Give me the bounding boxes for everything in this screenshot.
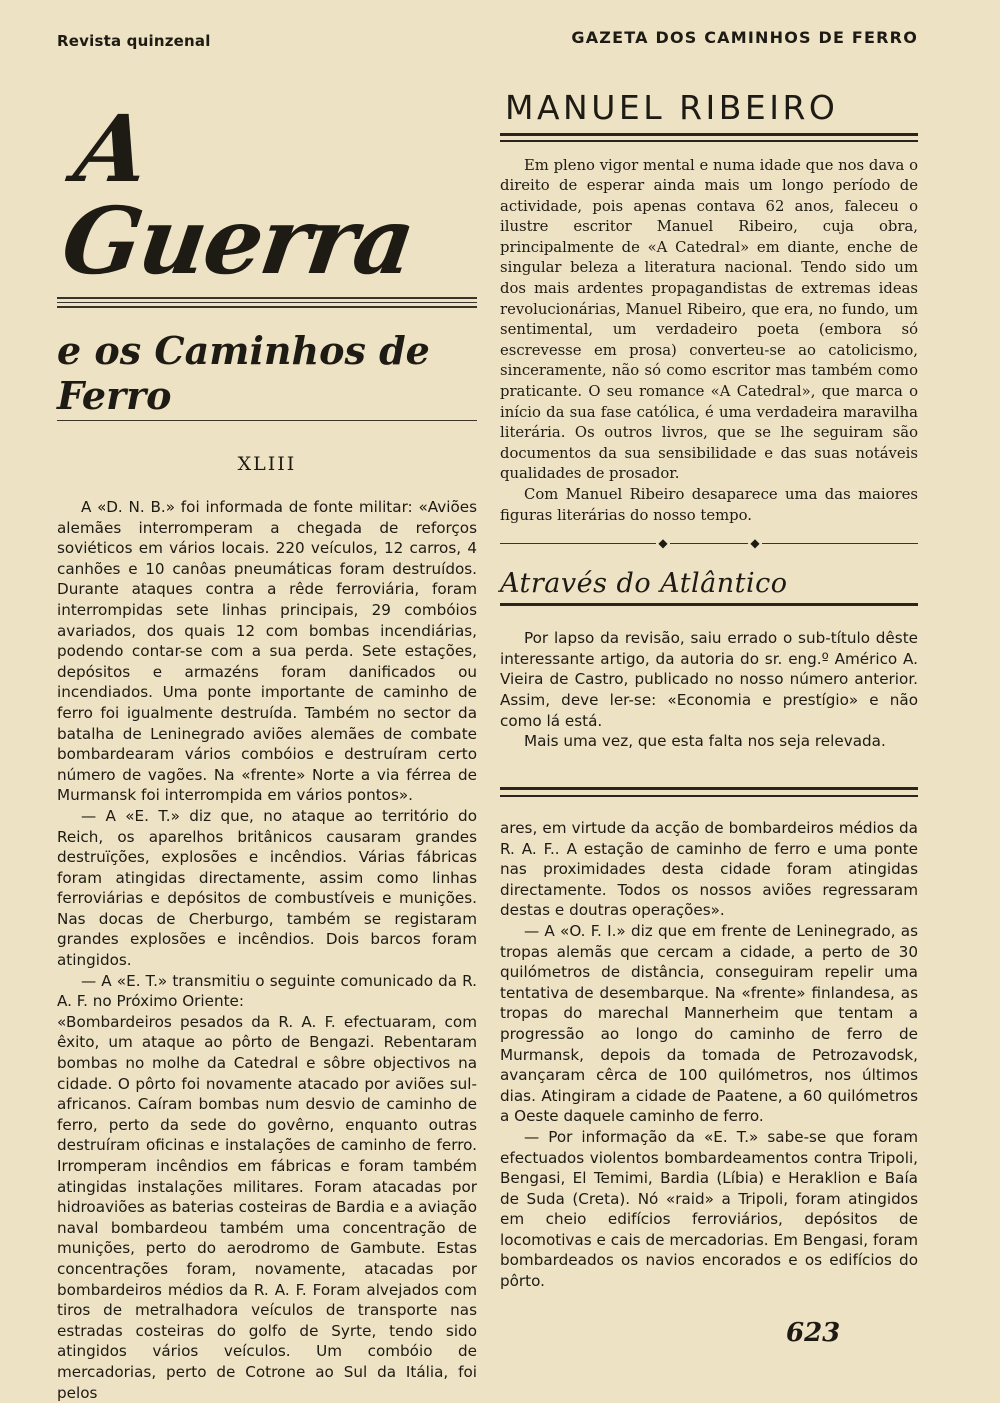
header-left: Revista quinzenal xyxy=(57,32,211,50)
paragraph: A «D. N. B.» foi informada de fonte militar: «Aviões alemães interromperam a chegada de reforços soviéticos em vários locais. 220 veículos, 12 carros, 4 canhões e 10 canôas pneumáticas foram destruídos. Durante ataques contra a rêde ferroviária, foram interrompidas sete linhas principais, 29 combóios avariados, dos quais 12 com bombas incendiárias, podendo contar-se com a sua perda. Sete estações, depósitos e armazéns foram danificados ou incendiados. Uma ponte importante de caminho de ferro foi igualmente destruída. Também no sector da batalha de Leninegrado aviões alemães de combate bombardearam vários combóios e destruíram certo número de vagões. Na «frente» Norte a via férrea de Murmansk foi interrompida em vários pontos». xyxy=(57,498,477,805)
ribeiro-rule xyxy=(500,133,918,142)
paragraph: — A «O. F. I.» diz que em frente de Leninegrado, as tropas alemãs que cercam a cidade, a perto de 30 quilómetros de distância, conseguiram repelir uma tentativa de desembarque. Na «frente» finlandesa, as tropas do marechal Mannerheim que tentam a progressão ao longo do caminho de ferro de Murmansk, depois da tomada de Petrozavodsk, avançaram cêrca de 100 quilómetros, nos últimos dias. Atingiram a cidade de Paatene, a 60 quilómetros a Oeste daquele caminho de ferro. xyxy=(500,921,918,1126)
title-rule xyxy=(57,297,477,308)
paragraph: — A «E. T.» transmitiu o seguinte comunicado da R. A. F. no Próximo Oriente: xyxy=(57,971,477,1011)
continuation-body xyxy=(500,818,918,1292)
paragraph: «Bombardeiros pesados da R. A. F. efectuaram, com êxito, um ataque ao pôrto de Bengazi. Rebentaram bombas no molhe da Catedral e sôbre objectivos na cidade. O pôrto foi novamente atacado por aviões sul-africanos. Caíram bombas num desvio de caminho de ferro, perto da sede do govêrno, enquanto outras destruíram oficinas e instalações de caminho de ferro. Irromperam incêndios em fábricas e foram também atingidas instalações militares. Foram atacadas por hidroaviões as baterias costeiras de Bardia e a aviação naval bombardeou também uma concentração de munições, perto do aerodromo de Gambute. Estas concentrações foram, novamente, atacadas por bombardeiros médios da R. A. F. Foram alvejados com tiros de metralhadora veículos de transporte nas estradas costeiras do golfo de Syrte, tendo sido atingidos vários veículos. Um combóio de mercadorias, perto de Cotrone ao Sul da Itália, foi pelos xyxy=(57,1012,477,1402)
paragraph: Mais uma vez, que esta falta nos seja relevada. xyxy=(524,732,886,751)
atlantico-title: Através do Atlântico xyxy=(500,568,788,600)
article-number: XLIII xyxy=(237,453,297,475)
paragraph: ares, em virtude da acção de bombardeiros médios da R. A. F.. A estação de caminho de ferro e uma ponte nas proximidades desta cidade foram atingidas directamente. Todos os nossos aviões regressaram destas e doutras operações». xyxy=(500,819,918,920)
atlantico-body xyxy=(500,628,918,752)
continuation-column xyxy=(500,818,918,1292)
page-number: 623 xyxy=(786,1318,841,1348)
paragraph: Por lapso da revisão, saiu errado o sub-título dêste interessante artigo, da autoria do sr. eng.º Américo A. Vieira de Castro, publicado no nosso número anterior. Assim, deve ler-se: «Economia e prestígio» e não como lá está. xyxy=(500,629,918,730)
left-column xyxy=(57,95,477,1403)
subtitle-rule xyxy=(57,420,477,422)
header-right: GAZETA DOS CAMINHOS DE FERRO xyxy=(571,28,918,47)
ribeiro-title: MANUEL RIBEIRO xyxy=(505,88,839,127)
paragraph: — A «E. T.» diz que, no ataque ao território do Reich, os aparelhos britânicos causaram grandes destruïções, explosões e incêndios. Várias fábricas foram atingidas directamente, assim como linhas ferroviárias e depósitos de combustíveis e munições. Nas docas de Cherburgo, também se registaram grandes explosões e incêndios. Dois barcos foram atingidos. xyxy=(57,806,477,970)
paragraph: — Por informação da «E. T.» sabe-se que foram efectuados violentos bombardeamentos contra Tripoli, Bengasi, El Temimi, Bardia (Líbia) e Heraklion e Baía de Suda (Creta). Nó «raid» a Tripoli, foram atingidos em cheio edifícios ferroviários, depósitos de locomotivas e cais de mercadorias. Em Bengasi, foram bombardeados os navios encorados e os edifícios do pôrto. xyxy=(500,1127,918,1291)
ornament-divider: ◆ ◆ xyxy=(500,536,918,552)
article-body xyxy=(57,497,477,1403)
section-separator xyxy=(500,787,918,797)
paragraph: Com Manuel Ribeiro desaparece uma das maiores figuras literárias do nosso tempo. xyxy=(500,486,918,524)
right-column xyxy=(500,80,918,752)
ribeiro-body xyxy=(500,156,918,527)
article-title: A Guerra xyxy=(55,95,420,295)
paragraph: Em pleno vigor mental e numa idade que nos dava o direito de esperar ainda mais um longo período de actividade, pois apenas contava 62 anos, faleceu o ilustre escritor Manuel Ribeiro, cuja obra, principalmente de «A Catedral» em diante, enche de singular beleza a literatura nacional. Tendo sido um dos mais ardentes propagandistas de extremas ideas revolucionárias, Manuel Ribeiro, que era, no fundo, um sentimental, um verdadeiro poeta (embora só escrevesse em prosa) converteu-se ao catolicismo, sinceramente, não só como escritor mas também como praticante. O seu romance «A Catedral», que marca o início da sua fase católica, é uma verdadeira maravilha literária. Os outros livros, que se lhe seguiram são documentos da sua sensibilidade e das suas notáveis qualidades de prosador. xyxy=(500,156,918,483)
atlantico-rule xyxy=(500,603,918,606)
article-subtitle: e os Caminhos de Ferro xyxy=(57,327,430,418)
